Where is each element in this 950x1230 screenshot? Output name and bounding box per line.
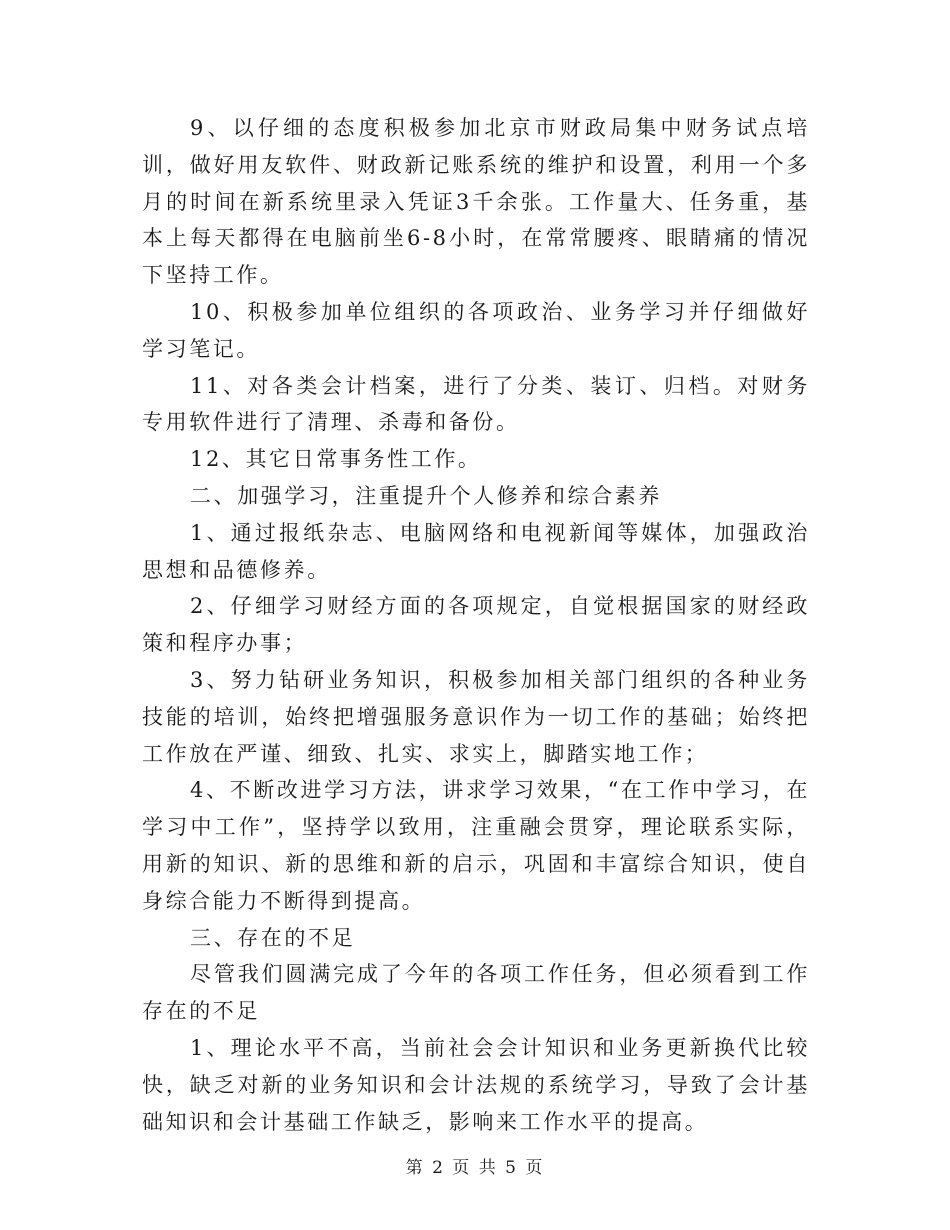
document-body: [142, 110, 810, 1140]
section-heading-shortcomings: 三、存在的不足: [190, 925, 356, 950]
paragraph-study-2: 2、仔细学习财经方面的各项规定，自觉根据国家的财经政策和程序办事；: [142, 594, 810, 656]
section-heading-study: 二、加强学习，注重提升个人修养和综合素养: [190, 483, 662, 508]
page-number-footer: 第 2 页 共 5 页: [405, 1158, 545, 1178]
paragraph-shortcomings-intro: 尽管我们圆满完成了今年的各项工作任务，但必须看到工作存在的不足: [142, 962, 810, 1024]
paragraph-study-1: 1、通过报纸杂志、电脑网络和电视新闻等媒体，加强政治思想和品德修养。: [142, 520, 810, 582]
paragraph-item-12: 12、其它日常事务性工作。: [190, 447, 482, 472]
paragraph-item-11: 11、对各类会计档案，进行了分类、装订、归档。对财务专用软件进行了清理、杀毒和备份。: [142, 373, 810, 435]
paragraph-item-10: 10、积极参加单位组织的各项政治、业务学习并仔细做好学习笔记。: [142, 299, 810, 361]
paragraph-study-3: 3、努力钻研业务知识，积极参加相关部门组织的各种业务技能的培训，始终把增强服务意识作为一切工作的基础；始终把工作放在严谨、细致、扎实、求实上，脚踏实地工作；: [142, 667, 810, 766]
paragraph-item-9: 9、以仔细的态度积极参加北京市财政局集中财务试点培训，做好用友软件、财政新记账系统的维护和设置，利用一个多月的时间在新系统里录入凭证3千余张。工作量大、任务重，基本上每天都得在电脑前坐6-8小时，在常常腰疼、眼睛痛的情况下坚持工作。: [142, 116, 810, 288]
paragraph-study-4: 4、不断改进学习方法，讲求学习效果，“在工作中学习，在学习中工作”，坚持学以致用，注重融会贯穿，理论联系实际，用新的知识、新的思维和新的启示，巩固和丰富综合知识，使自身综合能力不断得到提高。: [142, 778, 810, 913]
paragraph-shortcomings-1: 1、理论水平不高，当前社会会计知识和业务更新换代比较快，缺乏对新的业务知识和会计法规的系统学习，导致了会计基础知识和会计基础工作缺乏，影响来工作水平的提高。: [142, 1035, 810, 1134]
